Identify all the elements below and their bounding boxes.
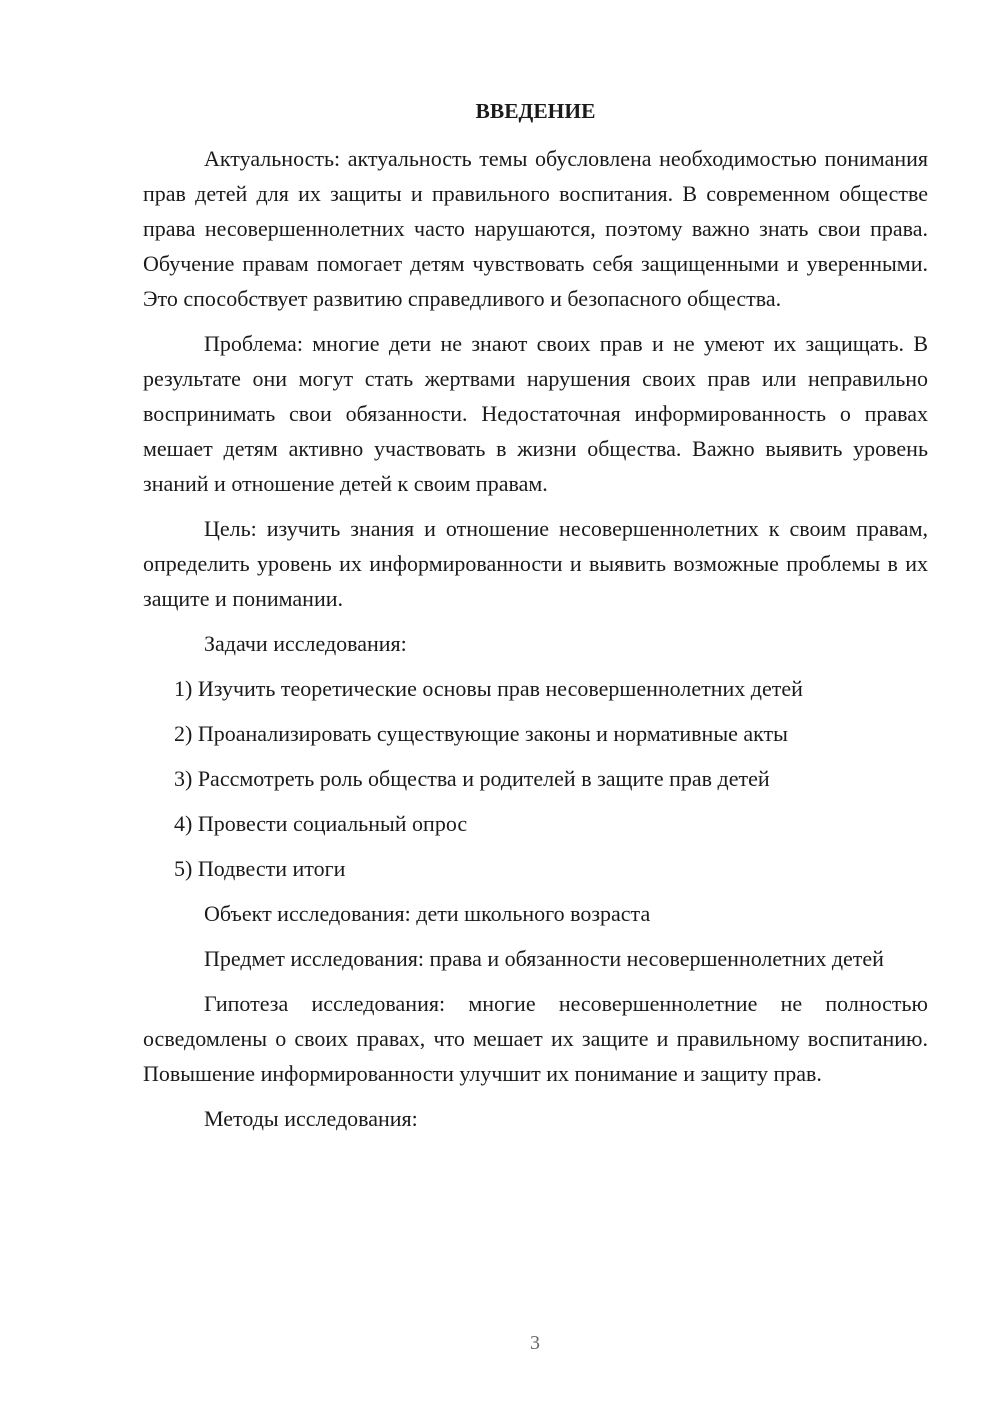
- tasks-title: Задачи исследования:: [204, 631, 407, 656]
- paragraph-goal: Цель: изучить знания и отношение несовершеннолетних к своим правам, определить уровень их информированности и выявить возможные проблемы в их защите и понимании.: [143, 516, 928, 611]
- task-item: 2) Проанализировать существующие законы и нормативные акты: [174, 721, 788, 746]
- paragraph-object: Объект исследования: дети школьного возраста: [204, 901, 651, 926]
- task-item: 1) Изучить теоретические основы прав несовершеннолетних детей: [174, 676, 803, 701]
- paragraph-relevance: Актуальность: актуальность темы обусловлена необходимостью понимания прав детей для их защиты и правильного воспитания. В современном обществе права несовершеннолетних часто нарушаются, поэтому важно знать свои права. Обучение правам помогает детям чувствовать себя защищенными и уверенными. Это способствует развитию справедливого и безопасного общества.: [143, 146, 928, 311]
- section-heading: ВВЕДЕНИЕ: [475, 99, 596, 123]
- paragraph-subject: Предмет исследования: права и обязанности несовершеннолетних детей: [204, 946, 884, 971]
- tasks-list: [143, 671, 928, 886]
- task-item: 3) Рассмотреть роль общества и родителей в защите прав детей: [174, 766, 770, 791]
- methods-title: Методы исследования:: [204, 1106, 418, 1131]
- task-item: 5) Подвести итоги: [174, 856, 346, 881]
- task-item: 4) Провести социальный опрос: [174, 811, 468, 836]
- page-number: 3: [530, 1332, 540, 1354]
- paragraph-hypothesis: Гипотеза исследования: многие несовершеннолетние не полностью осведомлены о своих правах, что мешает их защите и правильному воспитанию. Повышение информированности улучшит их понимание и защиту прав.: [143, 991, 928, 1086]
- page-content: [143, 94, 928, 1146]
- paragraph-problem: Проблема: многие дети не знают своих прав и не умеют их защищать. В результате они могут стать жертвами нарушения своих прав или неправильно воспринимать свои обязанности. Недостаточная информированность о правах мешает детям активно участвовать в жизни общества. Важно выявить уровень знаний и отношение детей к своим правам.: [143, 331, 928, 496]
